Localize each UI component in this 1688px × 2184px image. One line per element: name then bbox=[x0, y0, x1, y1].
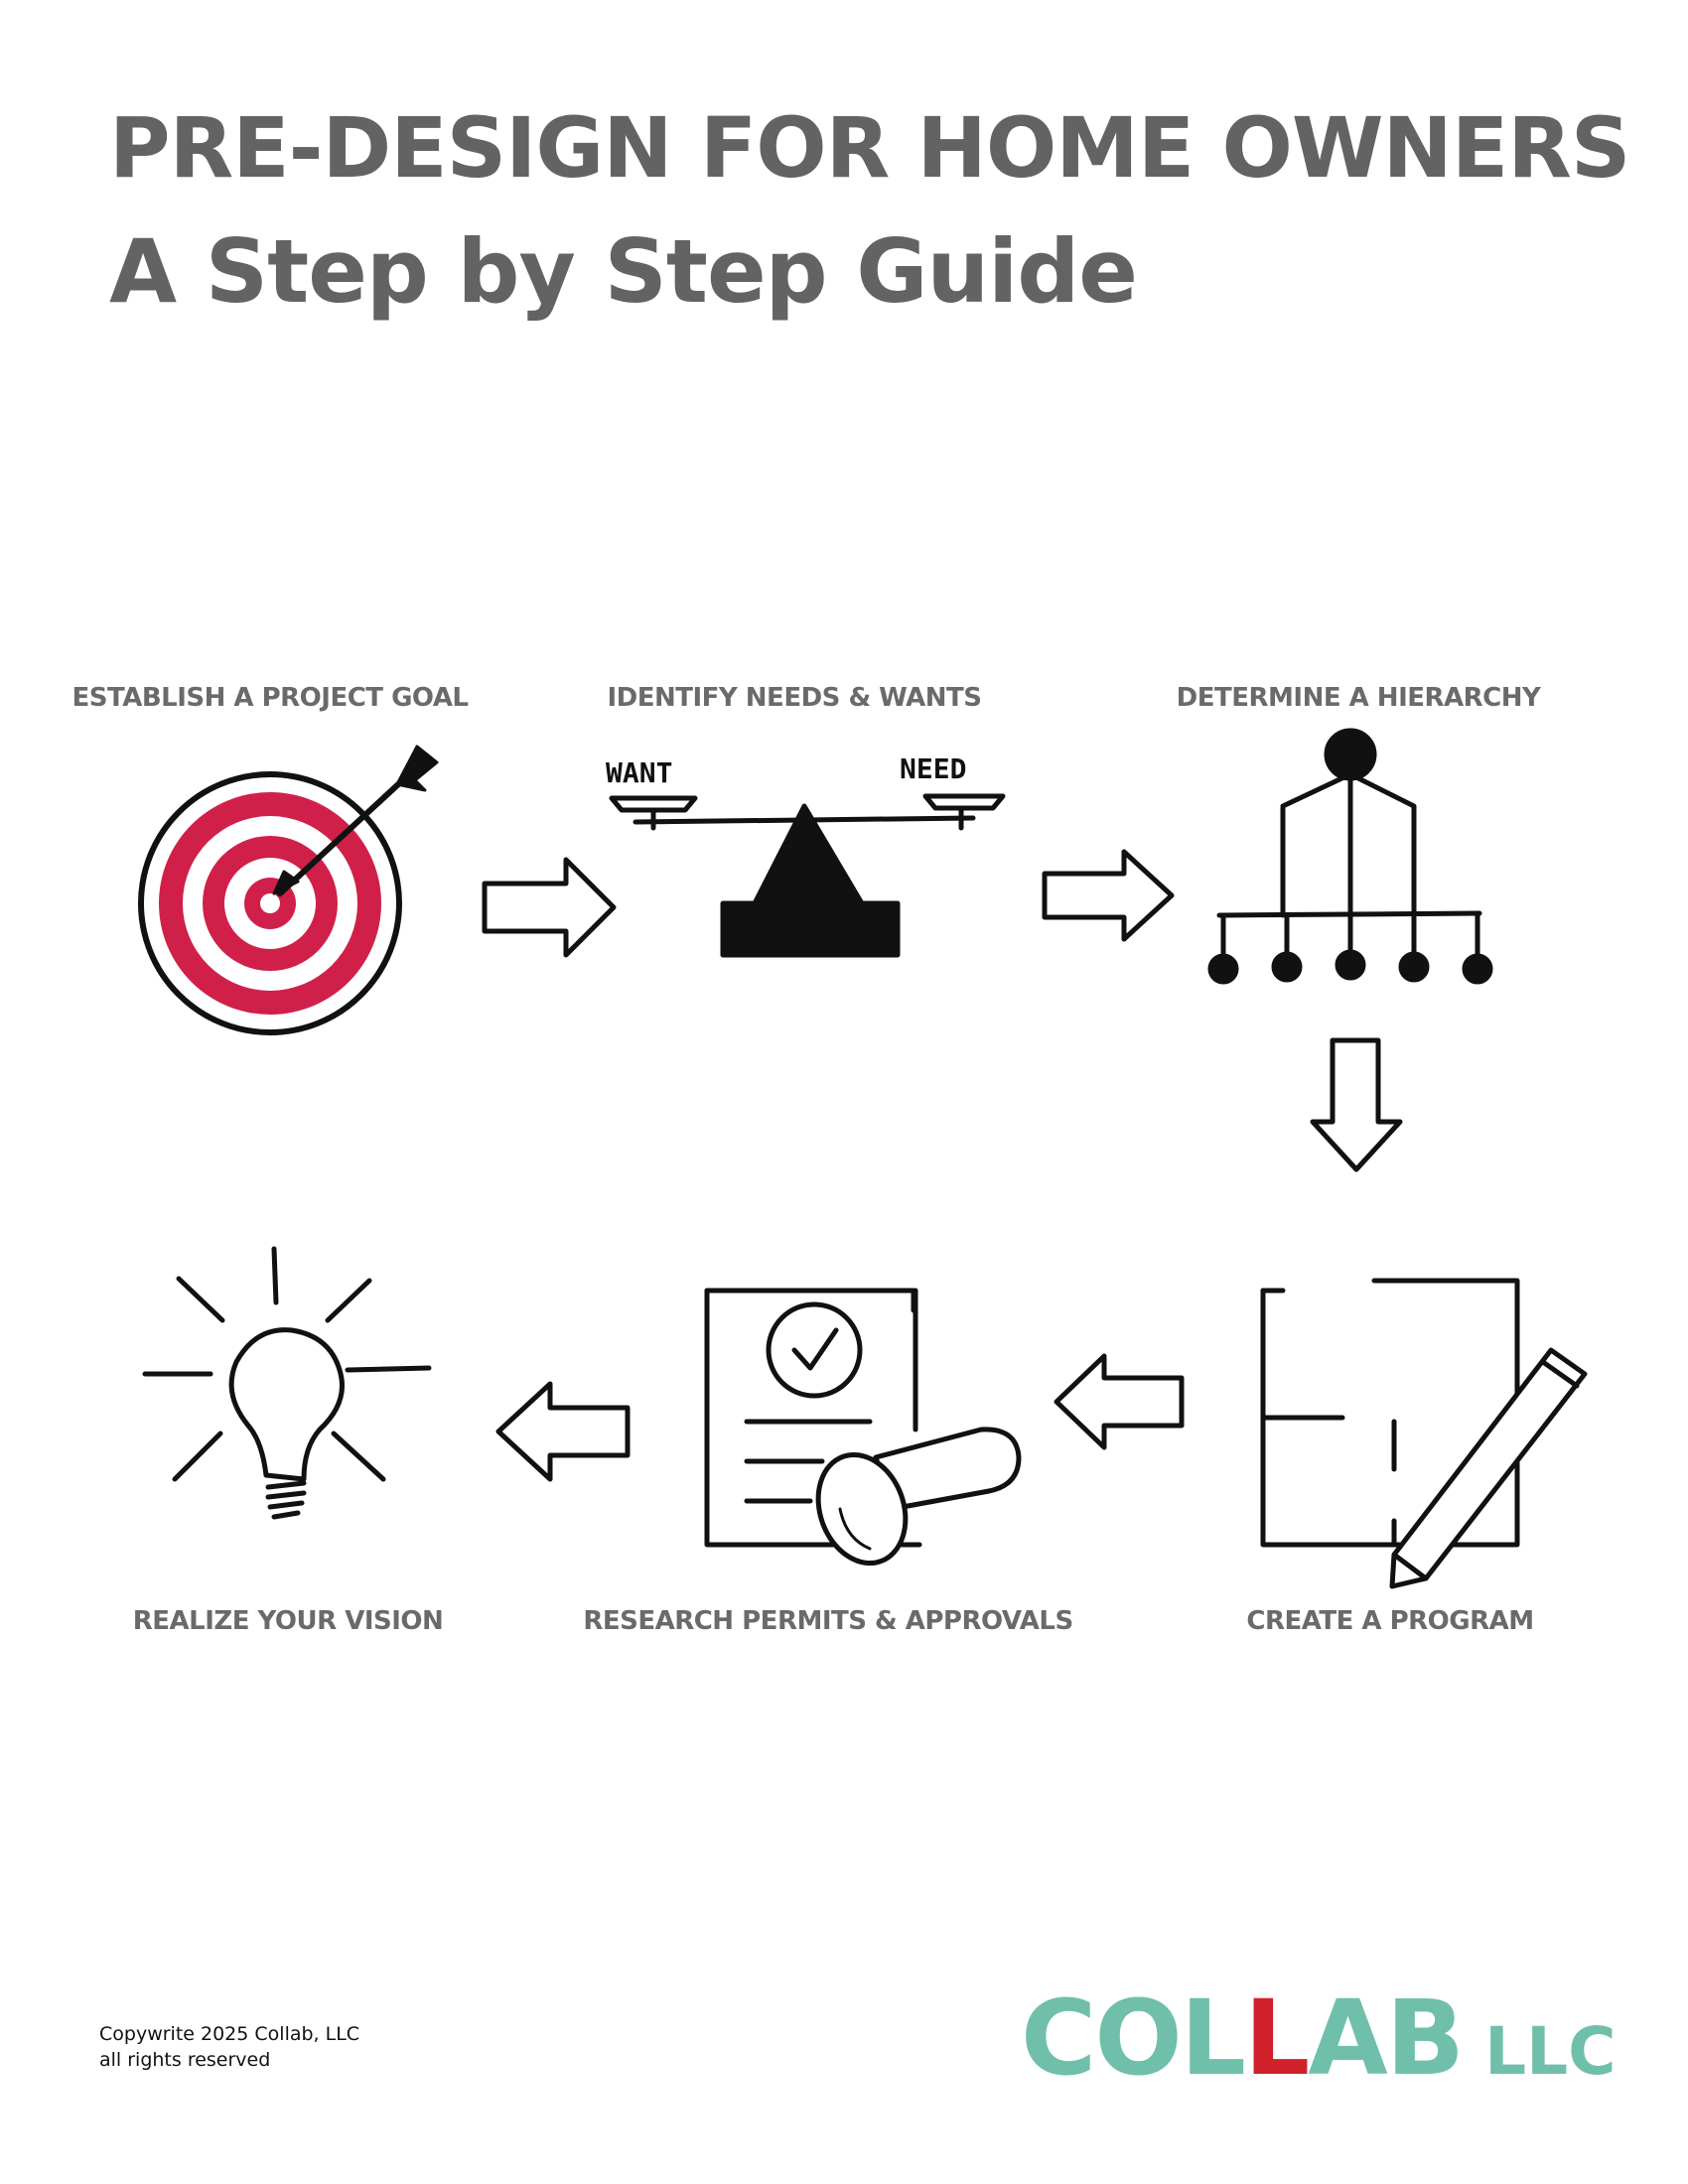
copyright-line-2: all rights reserved bbox=[99, 2049, 271, 2071]
arrow-left-1 bbox=[1056, 1356, 1182, 1447]
step-label-vision: REALIZE YOUR VISION bbox=[132, 1606, 444, 1636]
arrow-left-2 bbox=[498, 1384, 628, 1479]
approved-document-stamp-icon bbox=[707, 1291, 1019, 1575]
balance-scale-icon bbox=[612, 796, 1003, 955]
target-with-arrow-icon bbox=[141, 747, 437, 1032]
copyright-line-1: Copywrite 2025 Collab, LLC bbox=[99, 2023, 360, 2045]
arrow-down bbox=[1313, 1040, 1400, 1169]
logo-text-l-red: L bbox=[1244, 1978, 1309, 2099]
collab-logo bbox=[1021, 1978, 1617, 2099]
scale-want-label: WANT bbox=[606, 756, 673, 789]
arrow-right-1 bbox=[485, 860, 614, 955]
title-line-1: PRE-DESIGN FOR HOME OWNERS bbox=[109, 99, 1630, 197]
step-label-program: CREATE A PROGRAM bbox=[1246, 1606, 1534, 1636]
logo-text-col: COL bbox=[1021, 1978, 1245, 2099]
logo-text-llc: LLC bbox=[1484, 2013, 1617, 2090]
copyright-notice bbox=[99, 2021, 359, 2073]
lightbulb-icon bbox=[145, 1249, 429, 1517]
title-line-2: A Step by Step Guide bbox=[109, 220, 1137, 323]
step-label-permits: RESEARCH PERMITS & APPROVALS bbox=[583, 1606, 1073, 1636]
scale-need-label: NEED bbox=[900, 752, 967, 785]
step-label-project-goal: ESTABLISH A PROJECT GOAL bbox=[71, 683, 469, 713]
arrow-right-2 bbox=[1045, 852, 1172, 939]
hierarchy-tree-icon bbox=[1210, 731, 1490, 982]
step-label-needs-wants: IDENTIFY NEEDS & WANTS bbox=[607, 683, 982, 713]
floor-plan-pencil-icon bbox=[1263, 1281, 1585, 1586]
logo-text-ab: AB bbox=[1308, 1978, 1464, 2099]
step-label-hierarchy: DETERMINE A HIERARCHY bbox=[1176, 683, 1541, 713]
